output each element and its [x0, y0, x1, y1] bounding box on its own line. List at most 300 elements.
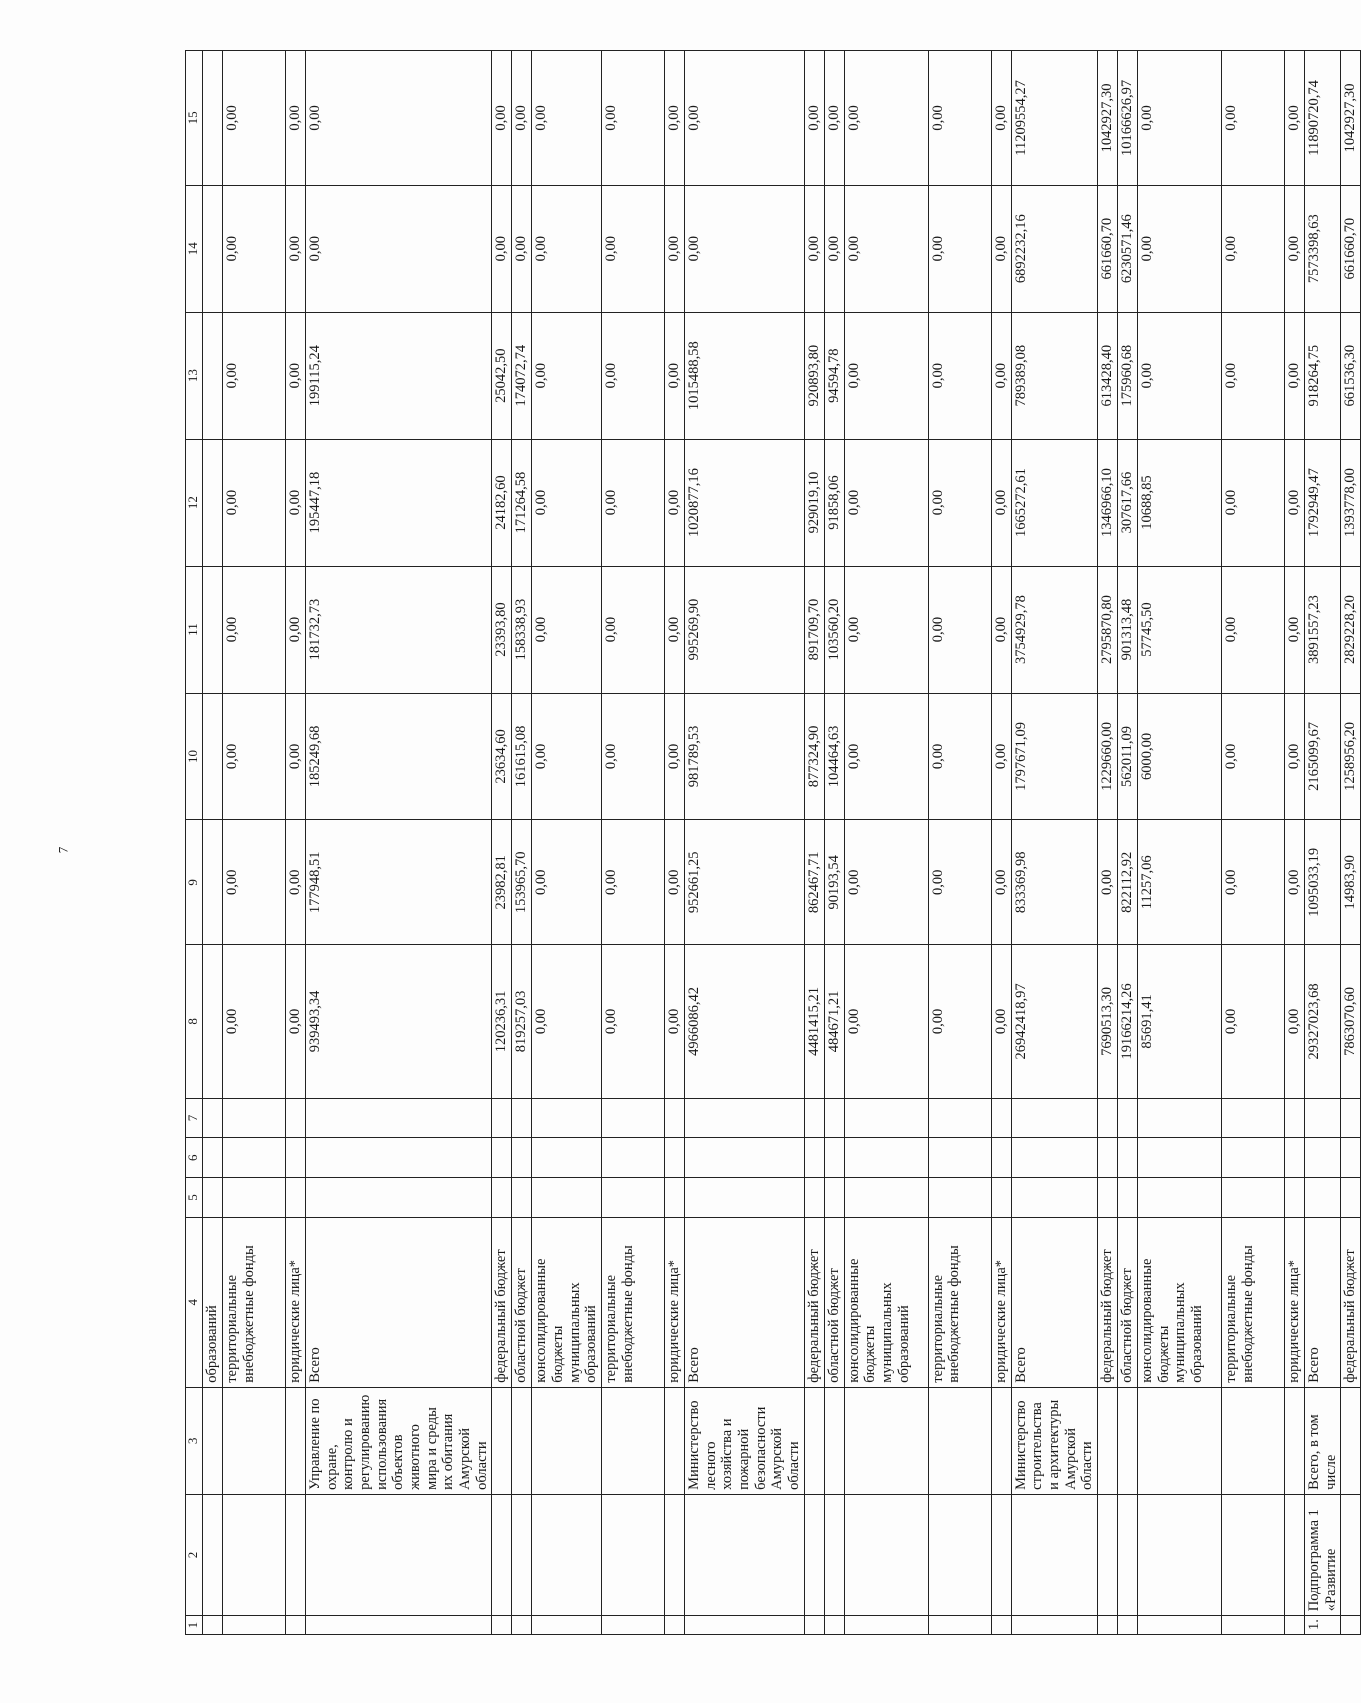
col-header: 10 — [186, 693, 203, 820]
value-cell: 1792949,47 — [1305, 439, 1341, 566]
code-cell — [532, 1178, 602, 1218]
value-cell: 195447,18 — [306, 439, 492, 566]
source-cell: Всего — [1305, 1217, 1341, 1387]
code-cell — [991, 1098, 1011, 1138]
row-number-cell — [991, 1616, 1011, 1635]
value-cell — [203, 945, 223, 1098]
row-number-cell — [1011, 1616, 1097, 1635]
executor-cell — [928, 1387, 991, 1494]
code-cell — [512, 1178, 532, 1218]
table-row — [1011, 51, 1097, 1635]
value-cell: 661536,30 — [1341, 312, 1361, 439]
value-cell: 177948,51 — [306, 820, 492, 945]
row-number-cell — [512, 1616, 532, 1635]
row-number-cell — [532, 1616, 602, 1635]
code-cell — [532, 1138, 602, 1178]
executor-cell — [223, 1387, 286, 1494]
col-header: 11 — [186, 566, 203, 693]
row-number-cell — [804, 1616, 824, 1635]
code-cell — [1098, 1138, 1118, 1178]
value-cell: 952661,25 — [685, 820, 805, 945]
value-cell: 0,00 — [532, 51, 602, 186]
header-row — [186, 51, 203, 1635]
code-cell — [492, 1098, 512, 1138]
value-cell: 0,00 — [602, 820, 665, 945]
source-cell: Всего — [685, 1217, 805, 1387]
value-cell: 1042927,30 — [1098, 51, 1118, 186]
value-cell: 661660,70 — [1098, 185, 1118, 312]
program-cell — [532, 1494, 602, 1615]
value-cell: 661660,70 — [1341, 185, 1361, 312]
table-row — [286, 51, 306, 1635]
value-cell: 562011,09 — [1118, 693, 1138, 820]
value-cell: 0,00 — [532, 945, 602, 1098]
value-cell: 0,00 — [286, 312, 306, 439]
col-header: 8 — [186, 945, 203, 1098]
value-cell: 7690513,30 — [1098, 945, 1118, 1098]
value-cell: 0,00 — [602, 566, 665, 693]
value-cell: 0,00 — [844, 312, 928, 439]
value-cell: 153965,70 — [512, 820, 532, 945]
table-row — [1118, 51, 1138, 1635]
value-cell: 94594,78 — [824, 312, 844, 439]
source-cell: образований — [203, 1217, 223, 1387]
row-number-cell — [1222, 1616, 1285, 1635]
value-cell: 1258956,20 — [1341, 693, 1361, 820]
row-number-cell — [286, 1616, 306, 1635]
code-cell — [286, 1098, 306, 1138]
value-cell: 0,00 — [532, 312, 602, 439]
value-cell: 0,00 — [1098, 820, 1118, 945]
value-cell: 0,00 — [991, 566, 1011, 693]
source-cell: областной бюджет — [1118, 1217, 1138, 1387]
value-cell: 23393,80 — [492, 566, 512, 693]
code-cell — [1341, 1178, 1361, 1218]
program-cell — [306, 1494, 492, 1615]
executor-cell — [1138, 1387, 1222, 1494]
code-cell — [512, 1138, 532, 1178]
program-cell — [991, 1494, 1011, 1615]
value-cell: 0,00 — [602, 945, 665, 1098]
program-cell — [1222, 1494, 1285, 1615]
value-cell: 11890720,74 — [1305, 51, 1341, 186]
value-cell: 0,00 — [844, 439, 928, 566]
value-cell: 0,00 — [804, 51, 824, 186]
value-cell: 0,00 — [665, 820, 685, 945]
row-number-cell — [824, 1616, 844, 1635]
value-cell: 23982,81 — [492, 820, 512, 945]
value-cell: 0,00 — [532, 439, 602, 566]
col-header: 13 — [186, 312, 203, 439]
code-cell — [203, 1138, 223, 1178]
value-cell: 104464,63 — [824, 693, 844, 820]
value-cell: 0,00 — [1285, 439, 1305, 566]
value-cell: 995269,90 — [685, 566, 805, 693]
code-cell — [991, 1178, 1011, 1218]
executor-cell — [844, 1387, 928, 1494]
value-cell: 0,00 — [286, 820, 306, 945]
code-cell — [665, 1178, 685, 1218]
row-number-cell — [1098, 1616, 1118, 1635]
value-cell: 0,00 — [1222, 566, 1285, 693]
value-cell: 877324,90 — [804, 693, 824, 820]
value-cell: 85691,41 — [1138, 945, 1222, 1098]
value-cell: 0,00 — [928, 51, 991, 186]
value-cell: 0,00 — [286, 51, 306, 186]
col-header: 7 — [186, 1098, 203, 1138]
code-cell — [685, 1098, 805, 1138]
code-cell — [1305, 1178, 1341, 1218]
code-cell — [602, 1138, 665, 1178]
value-cell: 19166214,26 — [1118, 945, 1138, 1098]
executor-cell — [1285, 1387, 1305, 1494]
value-cell: 862467,71 — [804, 820, 824, 945]
row-number-cell — [203, 1616, 223, 1635]
value-cell: 0,00 — [1222, 312, 1285, 439]
value-cell: 0,00 — [685, 51, 805, 186]
executor-cell — [1341, 1387, 1361, 1494]
value-cell: 161615,08 — [512, 693, 532, 820]
program-cell — [1118, 1494, 1138, 1615]
value-cell: 0,00 — [1285, 945, 1305, 1098]
value-cell: 0,00 — [665, 312, 685, 439]
value-cell: 0,00 — [1138, 185, 1222, 312]
value-cell: 23634,60 — [492, 693, 512, 820]
source-cell: юридические лица* — [286, 1217, 306, 1387]
table-row — [1341, 51, 1361, 1635]
code-cell — [1285, 1178, 1305, 1218]
source-cell: территориальные внебюджетные фонды — [602, 1217, 665, 1387]
value-cell: 0,00 — [844, 945, 928, 1098]
value-cell: 0,00 — [844, 566, 928, 693]
table-row — [602, 51, 665, 1635]
value-cell: 918264,75 — [1305, 312, 1341, 439]
value-cell: 891709,70 — [804, 566, 824, 693]
value-cell: 120236,31 — [492, 945, 512, 1098]
value-cell: 939493,34 — [306, 945, 492, 1098]
value-cell: 185249,68 — [306, 693, 492, 820]
value-cell: 0,00 — [665, 439, 685, 566]
code-cell — [844, 1138, 928, 1178]
value-cell: 0,00 — [991, 439, 1011, 566]
row-number-cell — [1285, 1616, 1305, 1635]
row-number-cell — [1341, 1616, 1361, 1635]
value-cell: 0,00 — [602, 185, 665, 312]
executor-cell: Министерство лесного хозяйства и пожарной безопасности Амурской области — [685, 1387, 805, 1494]
table-row — [306, 51, 492, 1635]
code-cell — [1138, 1178, 1222, 1218]
program-cell — [824, 1494, 844, 1615]
row-number-cell — [223, 1616, 286, 1635]
code-cell — [203, 1178, 223, 1218]
value-cell: 0,00 — [928, 312, 991, 439]
code-cell — [602, 1178, 665, 1218]
code-cell — [306, 1178, 492, 1218]
value-cell: 613428,40 — [1098, 312, 1118, 439]
col-header: 12 — [186, 439, 203, 566]
value-cell: 0,00 — [665, 693, 685, 820]
value-cell: 819257,03 — [512, 945, 532, 1098]
source-cell: юридические лица* — [991, 1217, 1011, 1387]
value-cell: 0,00 — [602, 439, 665, 566]
table-row — [1138, 51, 1222, 1635]
value-cell: 175960,68 — [1118, 312, 1138, 439]
value-cell: 171264,58 — [512, 439, 532, 566]
value-cell: 0,00 — [928, 185, 991, 312]
executor-cell — [492, 1387, 512, 1494]
value-cell: 0,00 — [223, 439, 286, 566]
value-cell: 0,00 — [1222, 185, 1285, 312]
value-cell: 920893,80 — [804, 312, 824, 439]
code-cell — [223, 1178, 286, 1218]
col-header: 5 — [186, 1178, 203, 1218]
value-cell: 981789,53 — [685, 693, 805, 820]
code-cell — [1098, 1098, 1118, 1138]
program-cell — [602, 1494, 665, 1615]
table-row — [844, 51, 928, 1635]
program-cell — [1341, 1494, 1361, 1615]
value-cell: 0,00 — [824, 51, 844, 186]
table-row — [824, 51, 844, 1635]
code-cell — [306, 1098, 492, 1138]
value-cell: 7863070,60 — [1341, 945, 1361, 1098]
row-number-cell — [685, 1616, 805, 1635]
value-cell: 0,00 — [1222, 51, 1285, 186]
program-cell — [804, 1494, 824, 1615]
code-cell — [1098, 1178, 1118, 1218]
value-cell: 0,00 — [286, 693, 306, 820]
value-cell: 6892232,16 — [1011, 185, 1097, 312]
col-header: 14 — [186, 185, 203, 312]
value-cell: 0,00 — [1138, 312, 1222, 439]
program-cell — [928, 1494, 991, 1615]
code-cell — [1118, 1138, 1138, 1178]
code-cell — [1118, 1098, 1138, 1138]
source-cell: территориальные внебюджетные фонды — [1222, 1217, 1285, 1387]
value-cell: 181732,73 — [306, 566, 492, 693]
value-cell: 0,00 — [1222, 439, 1285, 566]
code-cell — [665, 1098, 685, 1138]
value-cell: 0,00 — [991, 51, 1011, 186]
value-cell: 0,00 — [223, 51, 286, 186]
executor-cell — [512, 1387, 532, 1494]
value-cell: 0,00 — [991, 312, 1011, 439]
program-cell — [844, 1494, 928, 1615]
value-cell: 1042927,30 — [1341, 51, 1361, 186]
value-cell: 174072,74 — [512, 312, 532, 439]
source-cell: территориальные внебюджетные фонды — [928, 1217, 991, 1387]
source-cell: федеральный бюджет — [1098, 1217, 1118, 1387]
value-cell: 0,00 — [928, 693, 991, 820]
value-cell: 822112,92 — [1118, 820, 1138, 945]
value-cell: 0,00 — [1285, 51, 1305, 186]
value-cell: 158338,93 — [512, 566, 532, 693]
value-cell: 0,00 — [1285, 312, 1305, 439]
value-cell: 0,00 — [928, 439, 991, 566]
program-cell — [1098, 1494, 1118, 1615]
source-cell: областной бюджет — [512, 1217, 532, 1387]
code-cell — [286, 1138, 306, 1178]
value-cell: 90193,54 — [824, 820, 844, 945]
value-cell: 24182,60 — [492, 439, 512, 566]
code-cell — [824, 1138, 844, 1178]
value-cell: 0,00 — [1285, 820, 1305, 945]
value-cell: 0,00 — [223, 185, 286, 312]
code-cell — [824, 1098, 844, 1138]
value-cell: 0,00 — [286, 439, 306, 566]
value-cell: 0,00 — [928, 820, 991, 945]
program-cell — [492, 1494, 512, 1615]
value-cell: 0,00 — [602, 312, 665, 439]
value-cell: 0,00 — [1285, 566, 1305, 693]
value-cell: 0,00 — [512, 185, 532, 312]
code-cell — [532, 1098, 602, 1138]
executor-cell: Всего, в том числе — [1305, 1387, 1341, 1494]
code-cell — [1011, 1138, 1097, 1178]
value-cell: 0,00 — [532, 820, 602, 945]
value-cell: 4481415,21 — [804, 945, 824, 1098]
program-cell — [1138, 1494, 1222, 1615]
code-cell — [512, 1098, 532, 1138]
value-cell: 1393778,00 — [1341, 439, 1361, 566]
value-cell: 0,00 — [991, 185, 1011, 312]
program-cell — [512, 1494, 532, 1615]
col-header: 3 — [186, 1387, 203, 1494]
value-cell — [203, 312, 223, 439]
program-cell — [203, 1494, 223, 1615]
value-cell: 3891557,23 — [1305, 566, 1341, 693]
row-number-cell — [306, 1616, 492, 1635]
value-cell: 0,00 — [991, 820, 1011, 945]
program-cell: Подпрограмма 1 «Развитие — [1305, 1494, 1341, 1615]
value-cell: 26942418,97 — [1011, 945, 1097, 1098]
value-cell: 1665272,61 — [1011, 439, 1097, 566]
code-cell — [1011, 1098, 1097, 1138]
value-cell: 0,00 — [1222, 693, 1285, 820]
code-cell — [685, 1178, 805, 1218]
executor-cell — [203, 1387, 223, 1494]
value-cell: 0,00 — [844, 693, 928, 820]
executor-cell — [824, 1387, 844, 1494]
budget-table — [185, 50, 1361, 1635]
table-row — [532, 51, 602, 1635]
value-cell: 0,00 — [665, 945, 685, 1098]
value-cell: 3754929,78 — [1011, 566, 1097, 693]
code-cell — [665, 1138, 685, 1178]
value-cell — [203, 820, 223, 945]
value-cell: 0,00 — [665, 51, 685, 186]
value-cell: 4966086,42 — [685, 945, 805, 1098]
value-cell: 1797671,09 — [1011, 693, 1097, 820]
code-cell — [928, 1098, 991, 1138]
table-row — [804, 51, 824, 1635]
value-cell: 0,00 — [223, 820, 286, 945]
value-cell: 1095033,19 — [1305, 820, 1341, 945]
value-cell: 0,00 — [1222, 820, 1285, 945]
value-cell: 929019,10 — [804, 439, 824, 566]
code-cell — [844, 1098, 928, 1138]
value-cell: 0,00 — [844, 820, 928, 945]
code-cell — [1222, 1098, 1285, 1138]
row-number-cell — [1138, 1616, 1222, 1635]
value-cell: 0,00 — [685, 185, 805, 312]
row-number-cell: 1. — [1305, 1616, 1341, 1635]
code-cell — [1341, 1138, 1361, 1178]
col-header: 2 — [186, 1494, 203, 1615]
row-number-cell — [1118, 1616, 1138, 1635]
source-cell: федеральный бюджет — [804, 1217, 824, 1387]
program-cell — [223, 1494, 286, 1615]
value-cell: 307617,66 — [1118, 439, 1138, 566]
value-cell: 0,00 — [602, 51, 665, 186]
executor-cell — [602, 1387, 665, 1494]
value-cell: 833369,98 — [1011, 820, 1097, 945]
value-cell: 29327023,68 — [1305, 945, 1341, 1098]
code-cell — [1341, 1098, 1361, 1138]
value-cell: 6000,00 — [1138, 693, 1222, 820]
value-cell: 0,00 — [665, 185, 685, 312]
value-cell: 0,00 — [928, 566, 991, 693]
code-cell — [1138, 1138, 1222, 1178]
value-cell: 1346966,10 — [1098, 439, 1118, 566]
code-cell — [492, 1178, 512, 1218]
executor-cell — [532, 1387, 602, 1494]
code-cell — [991, 1138, 1011, 1178]
row-number-cell — [602, 1616, 665, 1635]
source-cell: территориальные внебюджетные фонды — [223, 1217, 286, 1387]
value-cell: 0,00 — [286, 945, 306, 1098]
value-cell: 0,00 — [844, 51, 928, 186]
code-cell — [602, 1098, 665, 1138]
executor-cell — [1222, 1387, 1285, 1494]
value-cell: 7573398,63 — [1305, 185, 1341, 312]
code-cell — [1118, 1178, 1138, 1218]
value-cell: 0,00 — [991, 693, 1011, 820]
executor-cell — [286, 1387, 306, 1494]
value-cell: 10688,85 — [1138, 439, 1222, 566]
table-row — [928, 51, 991, 1635]
program-cell — [685, 1494, 805, 1615]
value-cell: 0,00 — [844, 185, 928, 312]
source-cell: Всего — [306, 1217, 492, 1387]
value-cell: 57745,50 — [1138, 566, 1222, 693]
value-cell: 10166626,97 — [1118, 51, 1138, 186]
table-row — [1222, 51, 1285, 1635]
code-cell — [928, 1138, 991, 1178]
row-number-cell — [665, 1616, 685, 1635]
value-cell: 0,00 — [532, 566, 602, 693]
value-cell — [203, 439, 223, 566]
executor-cell — [991, 1387, 1011, 1494]
page-number: 7 — [55, 846, 71, 854]
value-cell: 0,00 — [1285, 693, 1305, 820]
code-cell — [286, 1178, 306, 1218]
source-cell: консолидированные бюджеты муниципальных образований — [532, 1217, 602, 1387]
code-cell — [306, 1138, 492, 1178]
value-cell: 0,00 — [286, 185, 306, 312]
value-cell: 1015488,58 — [685, 312, 805, 439]
value-cell: 1229660,00 — [1098, 693, 1118, 820]
table-row — [512, 51, 532, 1635]
code-cell — [804, 1098, 824, 1138]
code-cell — [203, 1098, 223, 1138]
code-cell — [1011, 1178, 1097, 1218]
program-cell — [1285, 1494, 1305, 1615]
table-row — [1098, 51, 1118, 1635]
value-cell: 11209554,27 — [1011, 51, 1097, 186]
value-cell: 0,00 — [804, 185, 824, 312]
source-cell: консолидированные бюджеты муниципальных образований — [1138, 1217, 1222, 1387]
